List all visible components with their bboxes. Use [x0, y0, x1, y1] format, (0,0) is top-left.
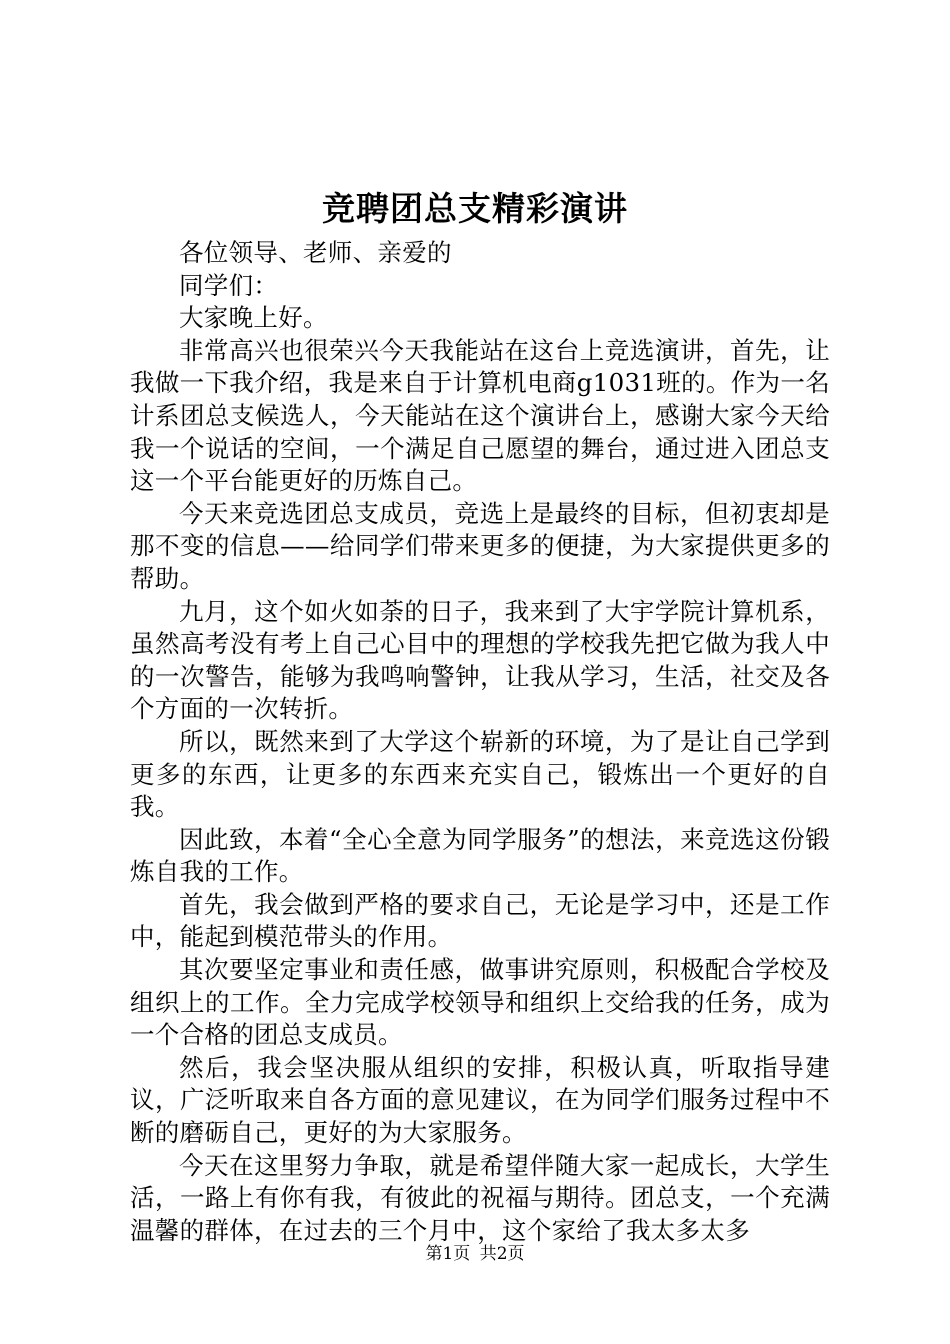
paragraph: 同学们：: [179, 270, 279, 300]
paragraph: 然后，我会坚决服从组织的安排，积极认真，听取指导建议，广泛听取来自各方面的意见建议，在为同学们服务过程中不断的磨砺自己，更好的为大家服务。: [130, 1052, 830, 1148]
paragraph: 大家晚上好。: [179, 303, 328, 333]
paragraph: 今天在这里努力争取，就是希望伴随大家一起成长，大学生活，一路上有你有我，有彼此的祝福与期待。团总支，一个充满温馨的群体，在过去的三个月中，这个家给了我太多太多: [130, 1150, 830, 1245]
page-total: 共2页: [479, 1244, 525, 1264]
paragraph: 其次要坚定事业和责任感，做事讲究原则，积极配合学校及组织上的工作。全力完成学校领导和组织上交给我的任务，成为一个合格的团总支成员。: [130, 955, 830, 1050]
page-footer: [0, 1243, 950, 1265]
paragraph: 各位领导、老师、亲爱的: [179, 238, 452, 267]
document-body: [130, 237, 830, 1247]
paragraph: 所以，既然来到了大学这个崭新的环境，为了是让自己学到更多的东西，让更多的东西来充实自己，锻炼出一个更好的自我。: [130, 726, 830, 822]
paragraph: 今天来竞选团总支成员，竞选上是最终的目标，但初衷却是那不变的信息——给同学们带来更多的便捷，为大家提供更多的帮助。: [130, 498, 830, 593]
document-title: 竞聘团总支精彩演讲: [322, 189, 628, 228]
paragraph: 非常高兴也很荣兴今天我能站在这台上竞选演讲，首先，让我做一下我介绍，我是来自于计算机电商g1031班的。作为一名计系团总支候选人，今天能站在这个演讲台上，感谢大家今天给我一个说话的空间，一个满足自己愿望的舞台，通过进入团总支这一个平台能更好的历炼自己。: [130, 335, 830, 496]
paragraph: 九月，这个如火如荼的日子，我来到了大宇学院计算机系，虽然高考没有考上自己心目中的理想的学校我先把它做为我人中的一次警告，能够为我鸣响警钟，让我从学习，生活，社交及各个方面的一次转折。: [130, 596, 830, 724]
paragraph: 首先，我会做到严格的要求自己，无论是学习中，还是工作中，能起到模范带头的作用。: [130, 889, 830, 952]
page-number: 第1页: [425, 1244, 471, 1264]
paragraph: 因此致，本着“全心全意为同学服务”的想法，来竞选这份锻炼自我的工作。: [130, 824, 830, 887]
